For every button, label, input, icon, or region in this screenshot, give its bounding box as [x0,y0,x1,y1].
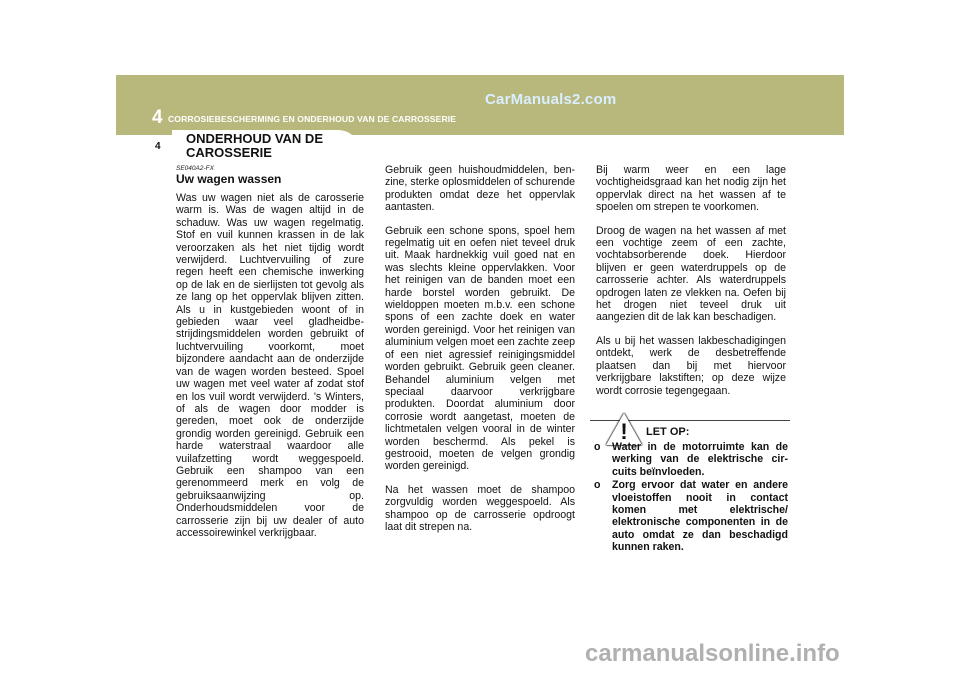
column-2 [385,164,575,544]
paragraph: Was uw wagen niet als de carosserie warm is. Was de wagen altijd in de schaduw. Was uw wagen regelmatig. Stof en vuil kunnen krassen in de lak veroorzaken als het niet tijdig wordt verwijderd. Luchtvervuiling of zure regen heeft een chemische inwerking op de lak en de sierlijsten tot gevolg als ze lang op het oppervlak blijven zitten. Als u in kustgebieden woont of in gebieden waar veel gladheidbe- strijdingsmiddelen worden gebruikt of luchtvervuiling voorkomt, moet bijzondere aandacht aan de onderzijde van de wagen worden besteed. Spoel uw wagen met veel water af zodat stof en los vuil wordt verwijderd. 's Winters, of als de wagen door modder is gereden, moet ook de onderzijde grondig worden gereinigd. Gebruik een harde waterstraal waardoor alle vuilafzetting wordt weggespoeld. Gebruik een shampoo van een gerenommeerd merk en volg de gebruiksaanwijzing op. Onderhoudsmiddelen voor de carrosserie zijn bij uw dealer of auto accessoirewinkel verkrijgbaar. [176,192,364,539]
bullet: o [594,479,601,492]
chapter-title: CORROSIEBESCHERMING EN ONDERHOUD VAN DE CARROSSERIE [168,114,457,124]
chapter-header-band [116,75,844,135]
paragraph: Gebruik een schone spons, spoel hem regelmatig uit en oefen niet teveel druk uit. Maak hardnekkig vuil goed nat en was slechts kleine oppervlakken. Voor het reinigen van de banden moet een harde borstel worden gebruikt. De wieldoppen moeten m.b.v. een schone spons of een zachte doek en water worden gereinigd. Voor het reinigen van aluminium velgen moet een zachte zeep of een niet agressief reinigingsmiddel worden gebruikt. Gebruik geen cleaner. Behandel aluminium velgen met speciaal daarvoor verkrijgbare produkten. Doordat aluminium door corrosie wordt aangetast, moeten de lichtmetalen velgen vooral in de winter worden beschermd. Als pekel is gestrooid, moeten de velgen grondig worden gereinigd. [385,224,575,473]
watermark-bottom[interactable]: carmanualsonline.info [585,640,840,667]
chapter-number: 4 [152,107,163,128]
watermark-top[interactable]: CarManuals2.com [485,91,617,108]
section-code: SE040A2-FX [176,165,214,172]
paragraph: Gebruik geen huishoudmiddelen, ben- zine, sterke oplosmiddelen of schurende produkten omdat deze het oppervlak aantasten. [385,164,575,214]
paragraph: Bij warm weer en een lage vochtigheidsgraad kan het nodig zijn het oppervlak direct na het wassen af te spoelen om strepen te voorkomen. [596,164,786,214]
page-number: 4 [155,141,161,152]
column-1 [176,192,364,550]
section-title: ONDERHOUD VAN DE CAROSSERIE [186,131,323,160]
warning-list [594,441,788,555]
paragraph: Als u bij het wassen lakbeschadigingen ontdekt, werk de desbetreffende plaatsen dan bij met hiervoor verkrijgbare lakstiften; op deze wijze wordt corrosie tegengegaan. [596,334,786,397]
bullet: o [594,441,601,453]
warning-box [590,420,790,555]
subheading: Uw wagen wassen [176,172,282,186]
warning-text: Water in de motorruimte kan de werking van de elektrische cir- cuits beïnvloeden. [612,441,788,478]
list-item [594,479,788,553]
exclamation-icon: ! [620,419,628,444]
warning-text: Zorg ervoor dat water en andere vloeistoffen nooit in contact komen met elektrische/ elektronische componenten in de auto omdat ze dan beschadigd kunnen raken. [612,479,788,554]
paragraph: Droog de wagen na het wassen af met een vochtige zeem of een zachte, vochtabsorberende doek. Hierdoor blijven er geen waterdruppels op de carrosserie achter. Als waterdruppels opdrogen laten ze vlekken na. Oefen bij het drogen niet teveel druk uit aangezien dit de lak kan beschadigen. [596,224,786,324]
paragraph: Na het wassen moet de shampoo zorgvuldig worden weggespoeld. Als shampoo op de carrosserie opdroogt laat dit strepen na. [385,483,575,533]
list-item [594,441,788,478]
warning-title: LET OP: [646,426,690,438]
column-3 [596,164,786,408]
